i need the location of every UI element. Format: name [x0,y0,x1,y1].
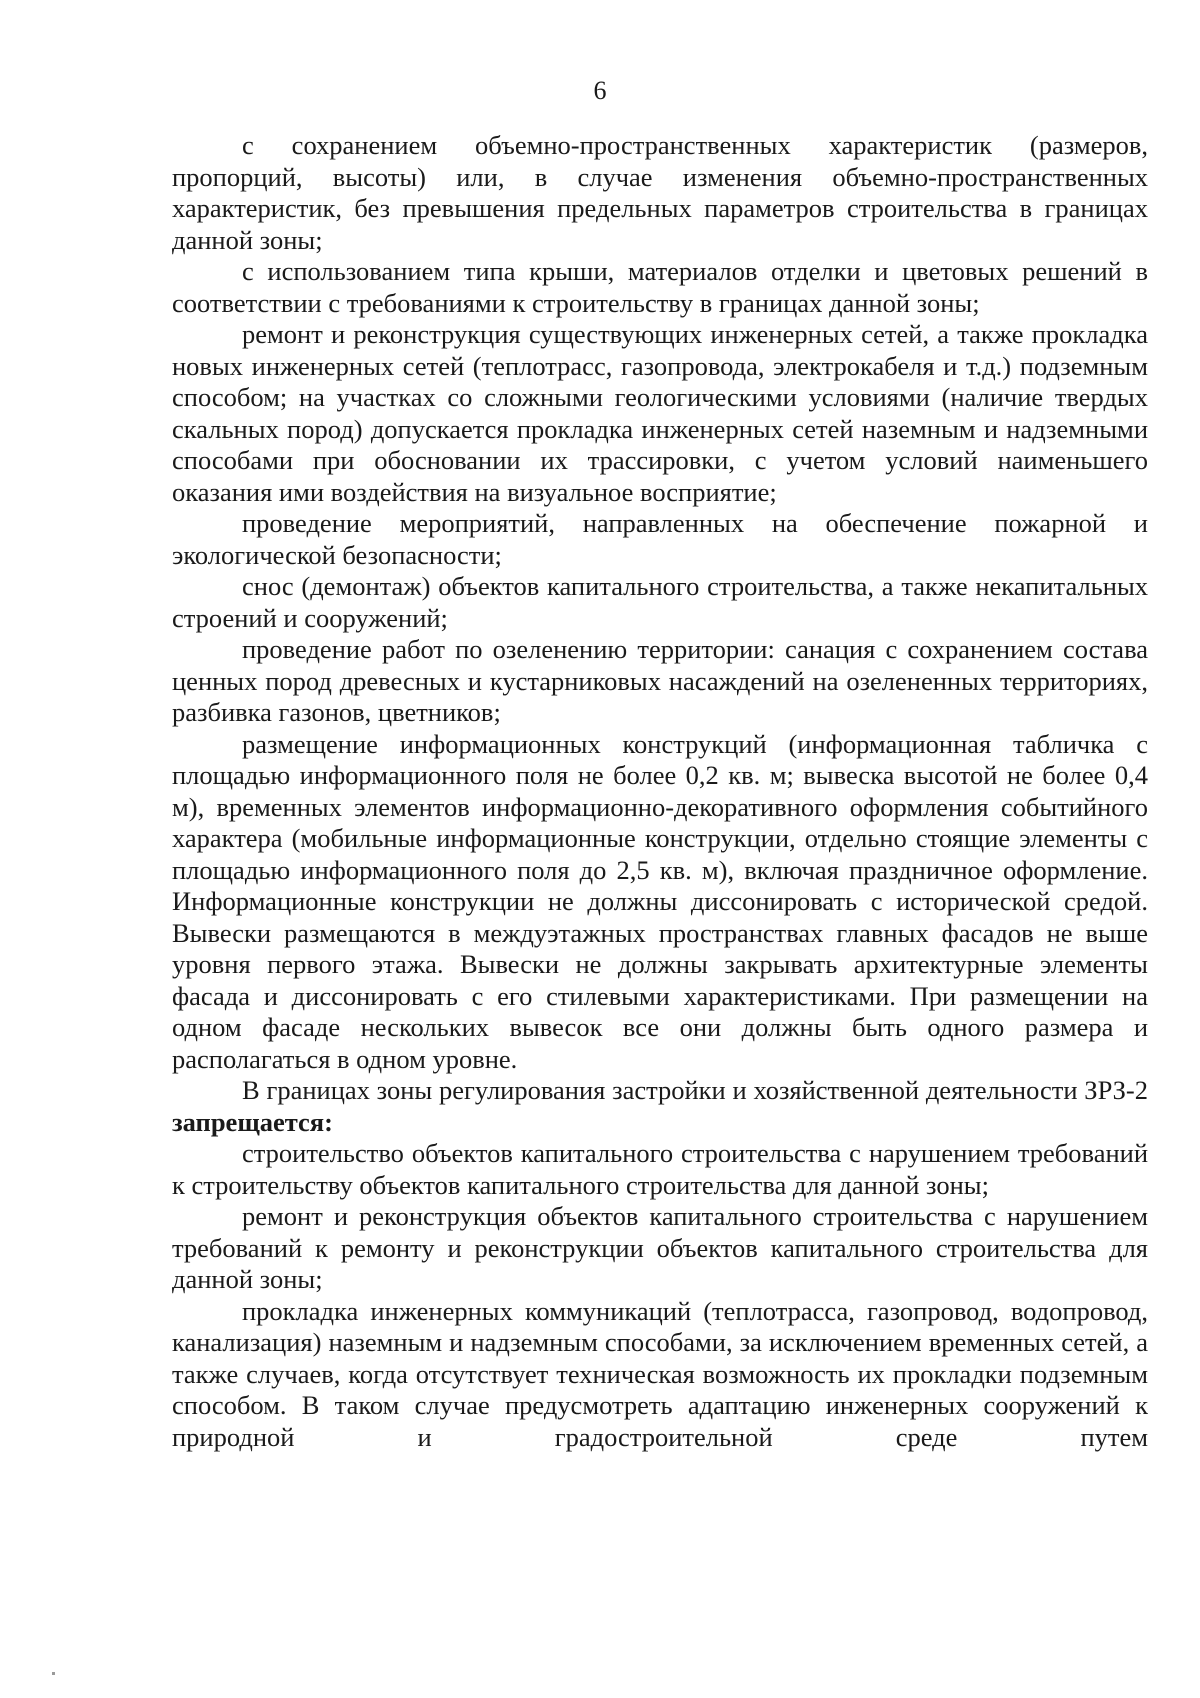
paragraph: с использованием типа крыши, материалов отделки и цветовых решений в соответствии с требованиями к строительству в границах данной зоны; [172,256,1148,318]
prohibition-item: строительство объектов капитального строительства с нарушением требований к строительству объектов капитального строительства для данной зоны; [172,1138,1148,1200]
prohibition-item: ремонт и реконструкция объектов капитального строительства с нарушением требований к ремонту и реконструкции объектов капитального строительства для данной зоны; [172,1201,1148,1294]
zone-intro-emphasis: запрещается: [172,1106,333,1137]
paragraph: снос (демонтаж) объектов капитального строительства, а также некапитальных строений и сооружений; [172,571,1148,633]
paragraph: проведение мероприятий, направленных на обеспечение пожарной и экологической безопасности; [172,508,1148,570]
document-body [172,130,1148,1453]
zone-intro-paragraph [172,1075,1148,1138]
zone-intro-text: В границах зоны регулирования застройки и хозяйственной деятельности ЗРЗ-2 [242,1075,1148,1105]
paragraph: проведение работ по озеленению территории: санация с сохранением состава ценных пород древесных и кустарниковых насаждений на озелененных территориях, разбивка газонов, цветников; [172,634,1148,727]
paragraph: ремонт и реконструкция существующих инженерных сетей, а также прокладка новых инженерных сетей (теплотрасс, газопровода, электрокабеля и т.д.) подземным способом; на участках со сложными геологическими условиями (наличие твердых скальных пород) допускается прокладка инженерных сетей наземным и надземными способами при обосновании их трассировки, с учетом условий наименьшего оказания ими воздействия на визуальное восприятие; [172,319,1148,507]
page-number: 6 [593,76,607,105]
paragraph: с сохранением объемно-пространственных характеристик (размеров, пропорций, высоты) или, в случае изменения объемно-пространственных характеристик, без превышения предельных параметров строительства в границах данной зоны; [172,130,1148,255]
prohibition-item: прокладка инженерных коммуникаций (теплотрасса, газопровод, водопровод, канализация) наземным и надземным способами, за исключением временных сетей, а также случаев, когда отсутствует техническая возможность их прокладки подземным способом. В таком случае предусмотреть адаптацию инженерных сооружений к природной и градостроительной среде путем [172,1295,1148,1452]
paragraph: размещение информационных конструкций (информационная табличка с площадью информационного поля не более 0,2 кв. м; вывеска высотой не более 0,4 м), временных элементов информационно-декоративного оформления событийного характера (мобильные информационные конструкции, отдельно стоящие элементы с площадью информационного поля до 2,5 кв. м), включая праздничное оформление. Информационные конструкции не должны диссонировать с исторической средой. Вывески размещаются в междуэтажных пространствах главных фасадов не выше уровня первого этажа. Вывески не должны закрывать архитектурные элементы фасада и диссонировать с его стилевыми характеристиками. При размещении на одном фасаде нескольких вывесок все они должны быть одного размера и располагаться в одном уровне. [172,728,1148,1074]
scan-margin-mark [52,1672,55,1675]
